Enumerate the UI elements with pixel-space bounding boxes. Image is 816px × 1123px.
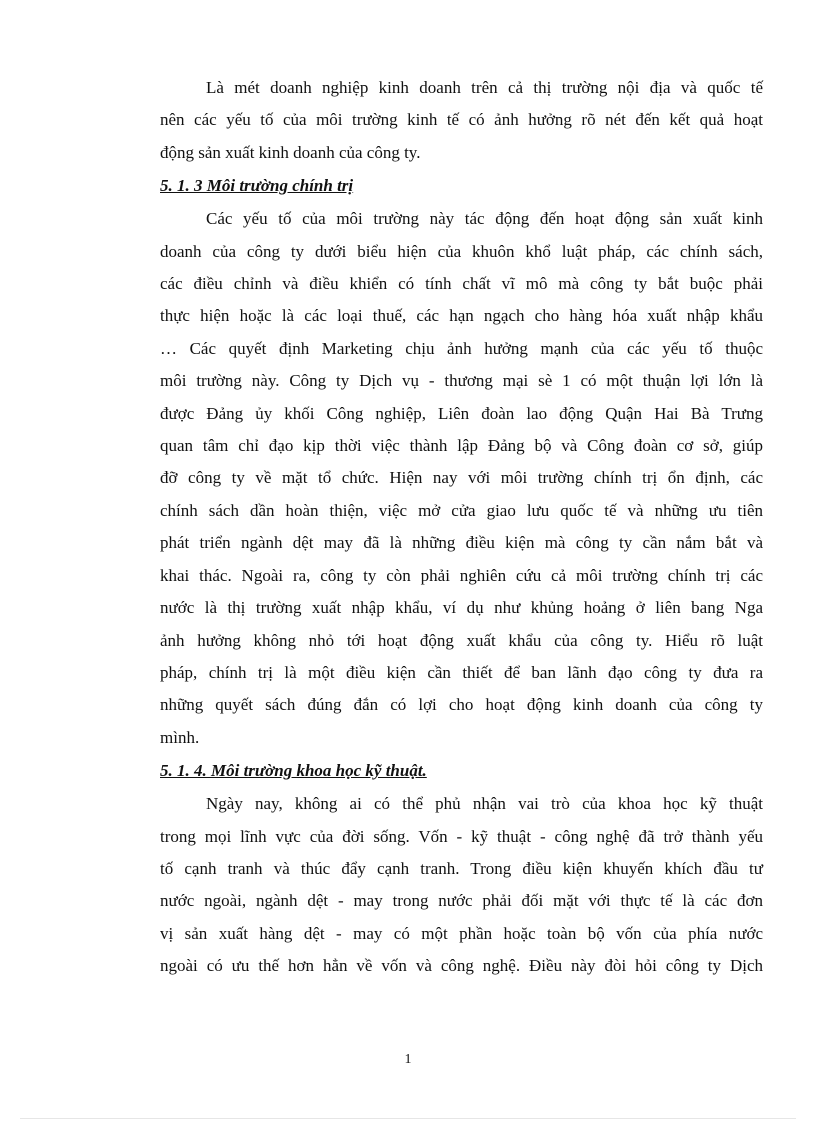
text-line: những quyết sách đúng đắn có lợi cho hoạt động kinh doanh của công ty [160,695,763,715]
text-line: Là mét doanh nghiệp kinh doanh trên cả thị trường nội địa và quốc tế [206,78,763,97]
section-heading-science-technology: 5. 1. 4. Môi trường khoa học kỹ thuật. [160,761,427,781]
text-line: nước là thị trường xuất nhập khẩu, ví dụ như khủng hoảng ở liên bang Nga [160,598,763,618]
text-line: pháp, chính trị là một điều kiện cần thiết để ban lãnh đạo công ty đưa ra [160,662,763,682]
text-line: doanh của công ty dưới biểu hiện của khuôn khổ luật pháp, các chính sách, [160,241,763,261]
text-line: ngoài có ưu thế hơn hẳn về vốn và công nghệ. Điều này đòi hỏi công ty Dịch [160,956,763,976]
text-line: tố cạnh tranh và thúc đẩy cạnh tranh. Trong điều kiện khuyến khích đầu tư [160,858,763,878]
text-line: trong mọi lĩnh vực của đời sống. Vốn - kỹ thuật - công nghệ đã trở thành yếu [160,826,763,846]
text-line: thực hiện hoặc là các loại thuế, các hạn ngạch cho hàng hóa xuất nhập khẩu [160,306,763,326]
text-line: môi trường này. Công ty Dịch vụ - thương mại sè 1 có một thuận lợi lớn là [160,371,763,391]
text-line: đỡ công ty về mặt tổ chức. Hiện nay với môi trường chính trị ổn định, các [160,468,763,488]
text-line: chính sách dần hoàn thiện, việc mở cửa giao lưu quốc tế và những ưu tiên [160,500,763,520]
text-line: được Đảng ủy khối Công nghiệp, Liên đoàn lao động Quận Hai Bà Trưng [160,403,763,423]
page-number: 1 [404,1052,412,1067]
text-line: phát triển ngành dệt may đã là những điều kiện mà công ty cần nắm bắt và [160,533,763,553]
text-line: ảnh hưởng không nhỏ tới hoạt động xuất khẩu của công ty. Hiểu rõ luật [160,630,763,650]
text-line: Các yếu tố của môi trường này tác động đến hoạt động sản xuất kinh [206,209,763,229]
text-line: vị sản xuất hàng dệt - may có một phần hoặc toàn bộ vốn của phía nước [160,923,763,943]
text-line: nước ngoài, ngành dệt - may trong nước phải đối mặt với thực tế là các đơn [160,891,763,911]
text-line: … Các quyết định Marketing chịu ảnh hưởng mạnh của các yếu tố thuộc [160,338,763,358]
text-line: khai thác. Ngoài ra, công ty còn phải nghiên cứu cả môi trường chính trị các [160,565,763,585]
text-line: mình. [160,727,200,747]
text-line: quan tâm chỉ đạo kịp thời việc thành lập Đảng bộ và Công đoàn cơ sở, giúp [160,436,763,456]
text-line: nên các yếu tố của môi trường kinh tế có ảnh hưởng rõ nét đến kết quả hoạt [160,110,763,130]
page-bottom-divider [20,1118,796,1119]
text-line: Ngày nay, không ai có thể phủ nhận vai trò của khoa học kỹ thuật [206,794,763,814]
text-line: các điều chỉnh và điều khiển có tính chất vĩ mô mà công ty bắt buộc phải [160,274,763,294]
paragraph-science-technology [160,788,763,982]
page-content [160,72,763,983]
section-heading-political: 5. 1. 3 Môi trường chính trị [160,176,354,196]
paragraph-political-environment [160,203,763,754]
text-line: động sản xuất kinh doanh của công ty. [160,142,421,162]
paragraph-economic-environment [160,72,763,169]
